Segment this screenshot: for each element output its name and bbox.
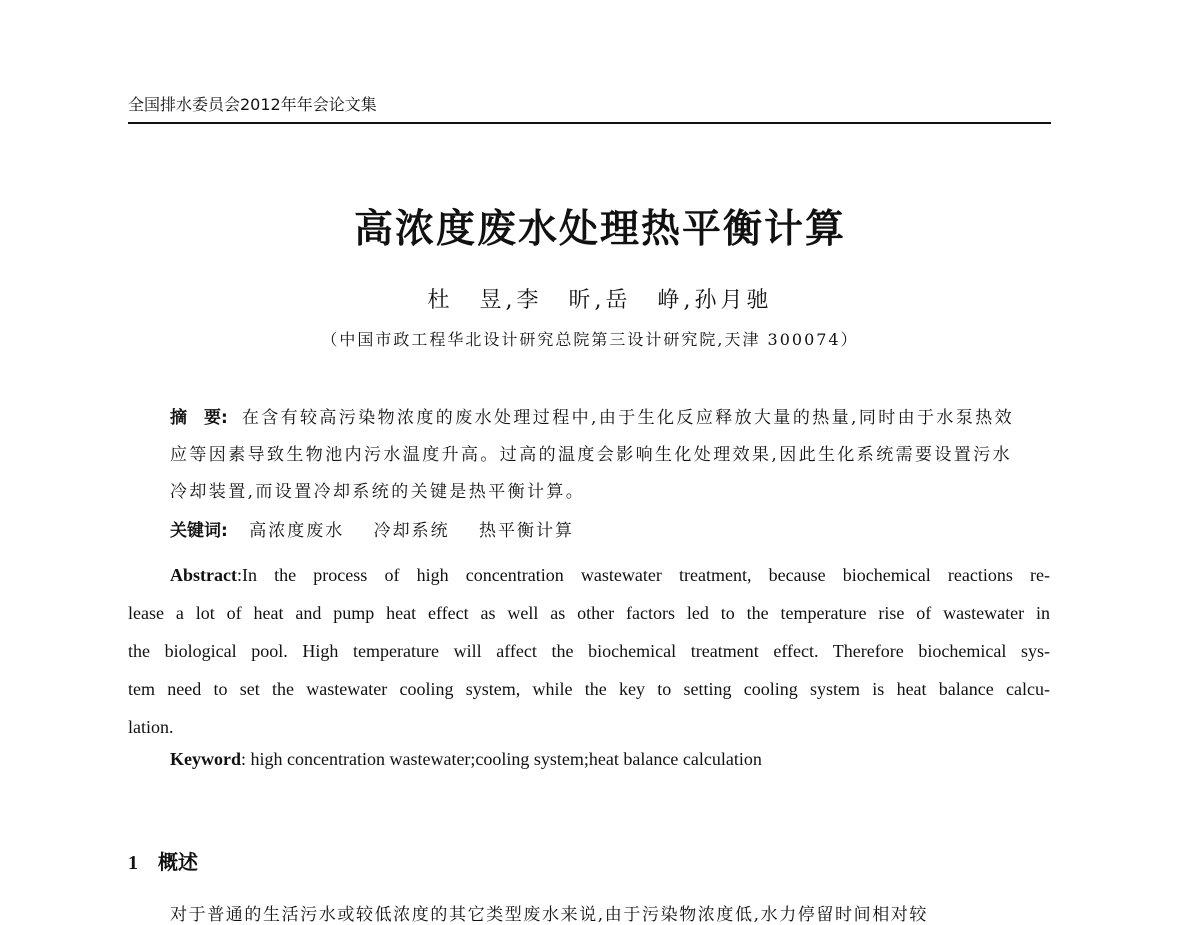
english-abstract-text: In the process of high concentration wastewater treatment, because biochemical reactions re- [242,565,1050,585]
header-rule [128,122,1051,124]
english-keywords [170,749,762,770]
author-list: 杜 昱,李 昕,岳 峥,孙月驰 [427,288,773,313]
chinese-abstract-label: 摘 要: [170,408,228,428]
body-paragraph: 对于普通的生活污水或较低浓度的其它类型废水来说,由于污染物浓度低,水力停留时间相对较 [170,905,929,925]
chinese-keyword: 高浓度废水 [249,521,345,541]
english-abstract-label: Abstract [170,565,237,585]
english-keywords-text: high concentration wastewater;cooling system;heat balance calculation [246,749,762,769]
english-abstract-line: the biological pool. High temperature will affect the biochemical treatment effect. Therefore biochemical sys- [128,641,1050,661]
chinese-abstract [170,400,1030,511]
english-abstract [128,556,1050,746]
section-number: 1 [128,852,138,874]
section-heading [128,846,198,875]
english-abstract-line [128,556,1050,594]
chinese-abstract-text: 在含有较高污染物浓度的废水处理过程中,由于生化反应释放大量的热量,同时由于水泵热效应等因素导致生物池内污水温度升高。过高的温度会影响生化处理效果,因此生化系统需要设置污水冷却装置,而设置冷却系统的关键是热平衡计算。 [170,408,1015,502]
chinese-keyword: 热平衡计算 [479,521,575,541]
english-abstract-line: tem need to set the wastewater cooling system, while the key to setting cooling system is heat balance calcu- [128,679,1050,699]
running-header: 全国排水委员会2012年年会论文集 [128,95,377,114]
section-title: 概述 [158,850,198,874]
chinese-keywords [170,516,596,541]
chinese-keywords-label: 关键词: [170,521,228,541]
english-abstract-line: lation. [128,717,174,737]
author-affiliation: （中国市政工程华北设计研究总院第三设计研究院,天津 300074） [321,330,859,349]
english-abstract-line: lease a lot of heat and pump heat effect as well as other factors led to the temperature rise of wastewater in [128,603,1050,623]
english-keywords-label: Keyword [170,749,241,769]
english-abstract-separator: : [236,565,242,585]
english-keywords-separator: : [241,749,247,769]
paper-title: 高浓度废水处理热平衡计算 [353,207,846,252]
chinese-keyword: 冷却系统 [373,521,450,541]
